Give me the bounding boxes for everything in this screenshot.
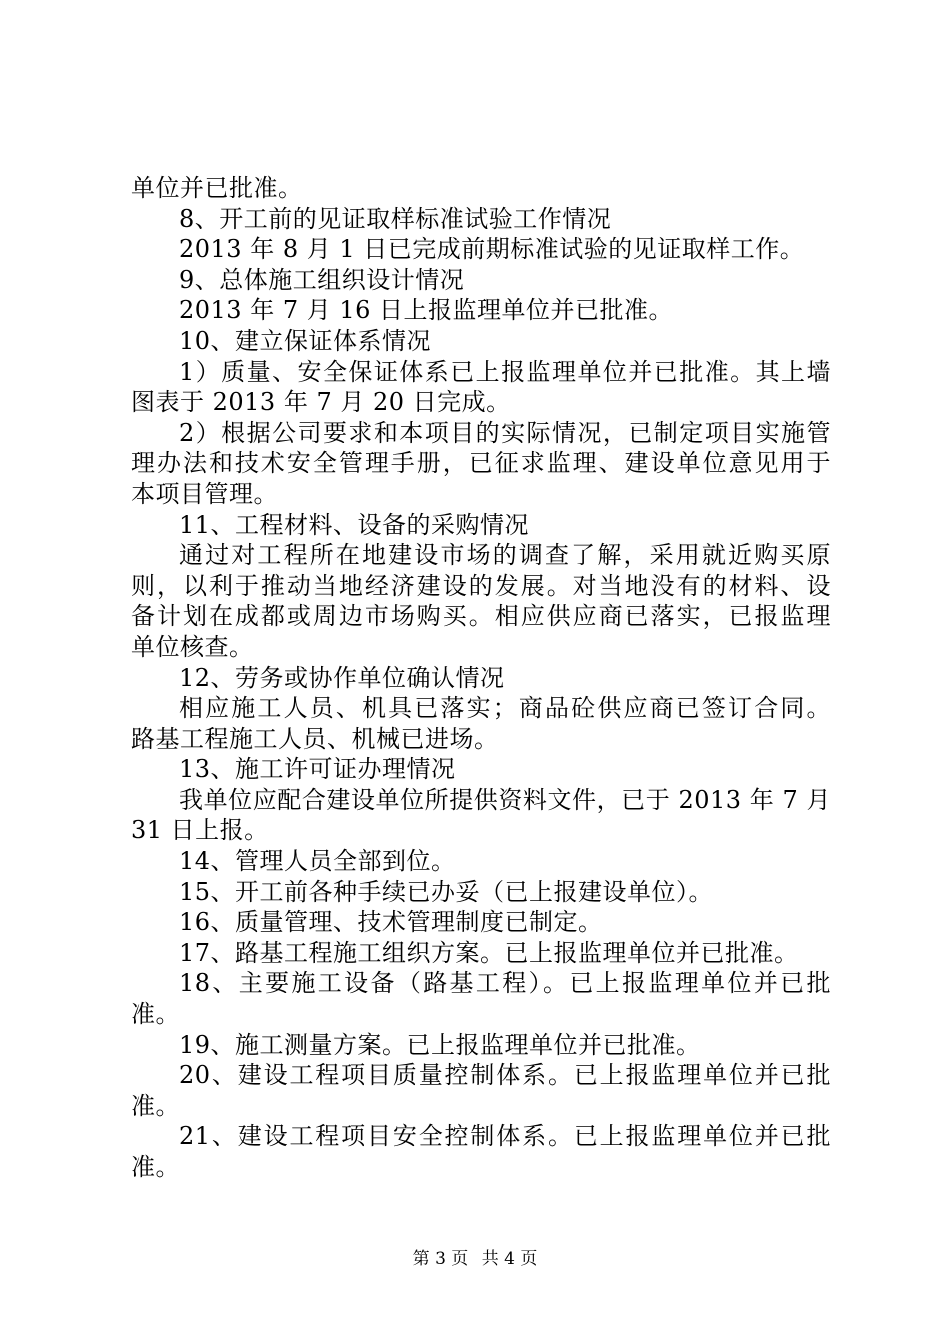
body-text	[131, 173, 831, 1183]
text-line: 18、主要施工设备（路基工程）。已上报监理单位并已批	[179, 969, 831, 998]
text-line: 15、开工前各种手续已办妥（已上报建设单位）。	[179, 877, 714, 906]
page-number: 第 3 页	[412, 1249, 469, 1269]
text-line: 2013 年 8 月 1 日已完成前期标准试验的见证取样工作。	[179, 235, 805, 264]
text-line: 备计划在成都或周边市场购买。相应供应商已落实，已报监理	[131, 602, 831, 631]
text-line: 8、开工前的见证取样标准试验工作情况	[179, 204, 612, 233]
text-line: 14、管理人员全部到位。	[179, 847, 456, 876]
text-line: 9、总体施工组织设计情况	[179, 265, 465, 294]
text-line: 17、路基工程施工组织方案。已上报监理单位并已批准。	[179, 938, 799, 967]
text-line: 理办法和技术安全管理手册，已征求监理、建设单位意见用于	[131, 449, 831, 478]
text-line: 12、劳务或协作单位确认情况	[179, 663, 505, 692]
text-line: 1）质量、安全保证体系已上报监理单位并已批准。其上墙	[179, 357, 831, 386]
text-line: 图表于 2013 年 7 月 20 日完成。	[131, 388, 511, 417]
text-line: 我单位应配合建设单位所提供资料文件，已于 2013 年 7 月	[179, 785, 831, 814]
text-line: 2）根据公司要求和本项目的实际情况，已制定项目实施管	[179, 418, 831, 447]
text-line: 20、建设工程项目质量控制体系。已上报监理单位并已批	[179, 1061, 831, 1090]
text-line: 13、施工许可证办理情况	[179, 755, 456, 784]
text-line: 19、施工测量方案。已上报监理单位并已批准。	[179, 1030, 701, 1059]
text-line: 路基工程施工人员、机械已进场。	[131, 724, 499, 753]
text-line: 31 日上报。	[131, 816, 269, 845]
text-line: 本项目管理。	[131, 479, 278, 508]
text-line: 准。	[131, 1153, 180, 1181]
page-footer	[0, 1244, 950, 1269]
text-line: 2013 年 7 月 16 日上报监理单位并已批准。	[179, 296, 674, 325]
text-line: 11、工程材料、设备的采购情况	[179, 510, 530, 539]
text-line: 单位核查。	[131, 632, 254, 661]
text-line: 10、建立保证体系情况	[179, 326, 432, 355]
page-total: 共 4 页	[481, 1249, 538, 1269]
text-line: 准。	[131, 1000, 180, 1029]
text-line: 单位并已批准。	[131, 174, 303, 202]
text-line: 通过对工程所在地建设市场的调查了解，采用就近购买原	[179, 541, 831, 570]
text-line: 准。	[131, 1091, 180, 1120]
text-line: 相应施工人员、机具已落实；商品砼供应商已签订合同。	[179, 694, 831, 723]
text-line: 16、质量管理、技术管理制度已制定。	[179, 908, 603, 937]
text-line: 则，以利于推动当地经济建设的发展。对当地没有的材料、设	[131, 571, 831, 600]
text-line: 21、建设工程项目安全控制体系。已上报监理单位并已批	[179, 1122, 831, 1151]
